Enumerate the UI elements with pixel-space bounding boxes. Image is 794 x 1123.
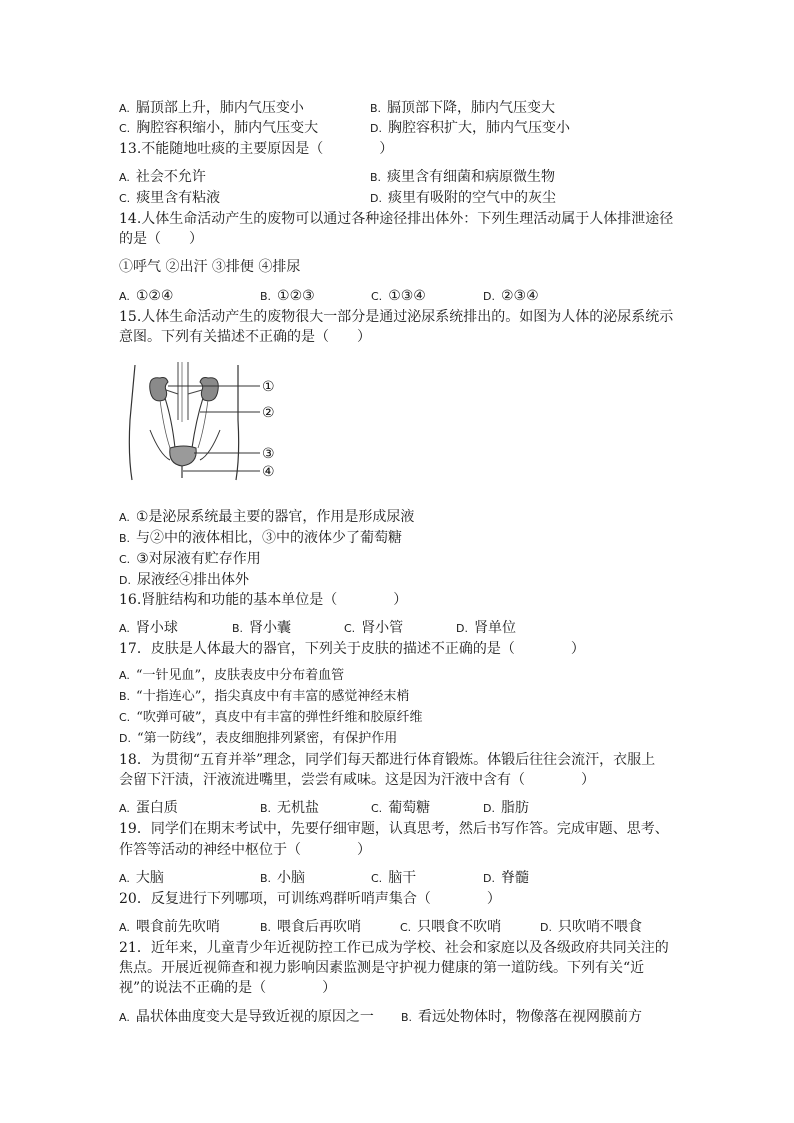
q18-option-a: A. 蛋白质 <box>119 800 178 816</box>
q14-option-b: B. ①②③ <box>260 288 315 304</box>
q21-option-a: A. 晶状体曲度变大是导致近视的原因之一 <box>119 1009 374 1025</box>
q12-option-c: C. 胸腔容积缩小，肺内气压变大 <box>119 120 319 136</box>
q13-option-a: A. 社会不允许 <box>119 169 206 185</box>
q14-stem-line2: 的是（ ） <box>119 231 203 247</box>
q14-stem-line1: 14.人体生命活动产生的废物可以通过各种途径排出体外：下列生理活动属于人体排泄途径 <box>119 211 674 227</box>
diagram-label-4: ④ <box>262 464 275 480</box>
q14-option-c: C. ①③④ <box>371 288 426 304</box>
q20-option-c: C. 只喂食不吹哨 <box>400 919 502 935</box>
q17-option-b: B. “十指连心”，指尖真皮中有丰富的感觉神经末梢 <box>119 689 410 704</box>
q16-option-b: B. 肾小囊 <box>232 620 292 636</box>
q15-option-d: D. 尿液经④排出体外 <box>119 572 249 588</box>
diagram-label-3: ③ <box>262 446 275 462</box>
q15-option-a: A. ①是泌尿系统最主要的器官，作用是形成尿液 <box>119 509 415 525</box>
q15-stem-line1: 15.人体生命活动产生的废物很大一部分是通过泌尿系统排出的。如图为人体的泌尿系统示 <box>119 309 674 325</box>
q17-option-d: D. “第一防线”，表皮细胞排列紧密，有保护作用 <box>119 731 398 746</box>
q21-stem-line1: 21．近年来，儿童青少年近视防控工作已成为学校、社会和家庭以及各级政府共同关注的 <box>119 940 669 956</box>
q16-option-a: A. 肾小球 <box>119 620 178 636</box>
diagram-label-1: ① <box>262 379 275 395</box>
q13-stem: 13.不能随地吐痰的主要原因是（ ） <box>119 141 394 157</box>
q20-stem: 20．反复进行下列哪项，可训练鸡群听哨声集合（ ） <box>119 891 501 907</box>
q19-stem-line2: 作答等活动的神经中枢位于（ ） <box>119 842 371 858</box>
q14-items: ①呼气 ②出汗 ③排便 ④排尿 <box>119 259 301 275</box>
q17-stem: 17．皮肤是人体最大的器官，下列关于皮肤的描述不正确的是（ ） <box>119 641 585 657</box>
q13-option-c: C. 痰里含有粘液 <box>119 190 221 206</box>
q17-option-a: A. “一针见血”，皮肤表皮中分布着血管 <box>119 668 345 683</box>
q14-option-d: D. ②③④ <box>483 288 539 304</box>
q19-option-c: C. 脑干 <box>371 870 417 886</box>
diagram-label-2: ② <box>262 405 275 421</box>
q15-option-b: B. 与②中的液体相比，③中的液体少了葡萄糖 <box>119 530 403 546</box>
urinary-system-diagram <box>120 360 290 485</box>
q15-option-c: C. ③对尿液有贮存作用 <box>119 551 261 567</box>
q16-option-d: D. 肾单位 <box>456 620 516 636</box>
q13-option-b: B. 痰里含有细菌和病原微生物 <box>370 169 556 185</box>
q19-option-a: A. 大脑 <box>119 870 164 886</box>
q18-option-b: B. 无机盐 <box>260 800 320 816</box>
q18-option-d: D. 脂肪 <box>483 800 529 816</box>
q21-stem-line2: 焦点。开展近视筛查和视力影响因素监测是守护视力健康的第一道防线。下列有关“近 <box>119 960 645 976</box>
q15-stem-line2: 意图。下列有关描述不正确的是（ ） <box>119 329 371 345</box>
q16-option-c: C. 肾小管 <box>344 620 404 636</box>
q19-stem-line1: 19．同学们在期末考试中，先要仔细审题，认真思考，然后书写作答。完成审题、思考、 <box>119 821 669 837</box>
q19-option-b: B. 小脑 <box>260 870 306 886</box>
q12-option-b: B. 膈顶部下降，肺内气压变大 <box>370 100 556 116</box>
q12-option-a: A. 膈顶部上升，肺内气压变小 <box>119 100 304 116</box>
q20-option-a: A. 喂食前先吹哨 <box>119 919 220 935</box>
q18-stem-line2: 会留下汗渍，汗液流进嘴里，尝尝有咸味。这是因为汗液中含有（ ） <box>119 772 595 788</box>
q17-option-c: C. “吹弹可破”，真皮中有丰富的弹性纤维和胶原纤维 <box>119 710 423 725</box>
q21-option-b: B. 看远处物体时，物像落在视网膜前方 <box>401 1009 643 1025</box>
q20-option-d: D. 只吹哨不喂食 <box>540 919 642 935</box>
q13-option-d: D. 痰里有吸附的空气中的灰尘 <box>370 190 556 206</box>
q19-option-d: D. 脊髓 <box>483 870 529 886</box>
q18-option-c: C. 葡萄糖 <box>371 800 431 816</box>
q16-stem: 16.肾脏结构和功能的基本单位是（ ） <box>119 592 408 608</box>
q12-option-d: D. 胸腔容积扩大，肺内气压变小 <box>370 120 570 136</box>
q20-option-b: B. 喂食后再吹哨 <box>260 919 362 935</box>
q18-stem-line1: 18．为贯彻“五育并举”理念，同学们每天都进行体育锻炼。体锻后往往会流汗，衣服上 <box>119 752 656 768</box>
q21-stem-line3: 视”的说法不正确的是（ ） <box>119 980 337 996</box>
q14-option-a: A. ①②④ <box>119 288 174 304</box>
